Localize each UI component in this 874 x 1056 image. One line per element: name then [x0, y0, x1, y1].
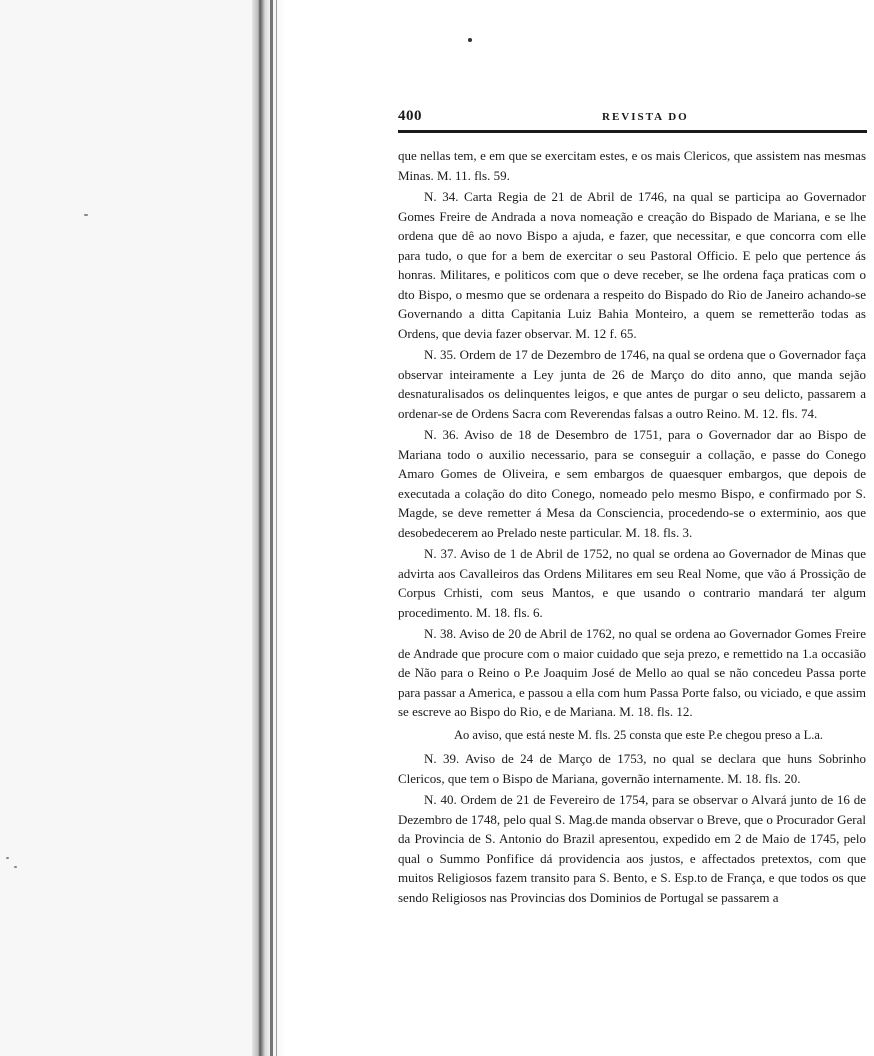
ink-dot: [468, 38, 472, 42]
paragraph-n40: N. 40. Ordem de 21 de Fevereiro de 1754, para se observar o Alvará junto de 16 de Dezembro de 1748, pelo qual S. Mag.de manda observar o Breve, que o Procurador Geral da Provincia de S. Antonio do Brazil apresentou, expedido em 2 de Maio de 1745, pelo qual o Summo Ponfifice dá providencia aos justos, e affectados pretextos, com que muitos Religiosos fazem transito para S. Bento, e S. Esp.to de França, e que todos os que sendo Religiosos nas Provincias dos Dominios de Portugal se passarem a: [398, 792, 866, 905]
book-gutter: [252, 0, 286, 1056]
page-speck: [84, 214, 88, 216]
left-facing-page: [0, 0, 258, 1056]
paragraph-n35: N. 35. Ordem de 17 de Dezembro de 1746, na qual se ordena que o Governador faça observar inteiramente a Ley junta de 26 de Março do dito anno, que manda sejão desnaturalisados os delinquentes leigos, e que antes de purgar o seu delicto, passarem a ordenar-se de Ordens Sacra com Reverendas falsas a outro Reino. M. 12. fls. 74.: [398, 347, 866, 421]
binding-edge-line: [276, 0, 277, 1056]
paragraph-note: Ao aviso, que está neste M. fls. 25 consta que este P.e chegou preso a L.a.: [454, 727, 824, 742]
page-number: 400: [398, 108, 422, 124]
running-head: REVISTA DO: [602, 111, 689, 123]
paragraph-n37: N. 37. Aviso de 1 de Abril de 1752, no qual se ordena ao Governador de Minas que advirta aos Cavalleiros das Ordens Militares em seu Real Nome, que vão á Prossição de Corpus Crhisti, com seus Mantos, e que usando o contrario mandará ter algum procedimento. M. 18. fls. 6.: [398, 546, 866, 620]
binding-shadow-line: [270, 0, 273, 1056]
paragraph-continuation: que nellas tem, e em que se exercitam estes, e os mais Clericos, que assistem nas mesmas Minas. M. 11. fls. 59.: [398, 148, 866, 183]
page-speck: [14, 866, 17, 868]
page-header: [398, 108, 866, 128]
paragraph-n39: N. 39. Aviso de 24 de Março de 1753, no qual se declara que huns Sobrinho Clericos, que tem o Bispo de Mariana, governão internamente. M. 18. fls. 20.: [398, 751, 866, 786]
paragraph-n38: N. 38. Aviso de 20 de Abril de 1762, no qual se ordena ao Governador Gomes Freire de Andrade que procure com o maior cuidado que seja prezo, e remettido na 1.a occasião de Não para o Reino o P.e Joaquim José de Mello ao qual se não concedeu Passa porte para passar a America, e passou a ella com hum Passa Porte falso, ou viciado, e que assim se escreve ao Bispo do Rio, e de Mariana. M. 18. fls. 12.: [398, 626, 866, 719]
paragraph-n34: N. 34. Carta Regia de 21 de Abril de 1746, na qual se participa ao Governador Gomes Freire de Andrada a nova nomeação e creação do Bispado de Mariana, e se lhe ordena que dê ao novo Bispo a ajuda, e fazer, que necessitar, e que concorra com elle para tudo, o que for a bem de exercitar o seu Pastoral Officio. E pelo que pertence ás honras. Militares, e politicos com que o deve receber, se lhe ordena faça praticas com o dto Bispo, o mesmo que se ordenara a respeito do Bispado do Rio de Janeiro achando-se Governando a ditta Capitania Luiz Bahia Monteiro, a quem se remetterão todas as Ordens, que devia fazer observar. M. 12 f. 65.: [398, 189, 866, 341]
page-speck: [6, 857, 9, 859]
body-text: [398, 146, 866, 909]
header-rule: [398, 130, 867, 133]
paragraph-n36: N. 36. Aviso de 18 de Desembro de 1751, para o Governador dar ao Bispo de Mariana todo o auxilio necessario, para se conseguir a collação, e passe do Conego Amaro Gomes de Oliveira, e sem embargos de quaesquer embargos, que depois de executada a colação do dito Conego, nomeado pelo mesmo Bispo, e confirmado por S. Magde, se deve remetter á Mesa da Consciencia, procedendo-se o exterminio, aos que desobedecerem ao Prelado neste particular. M. 18. fls. 3.: [398, 427, 866, 540]
